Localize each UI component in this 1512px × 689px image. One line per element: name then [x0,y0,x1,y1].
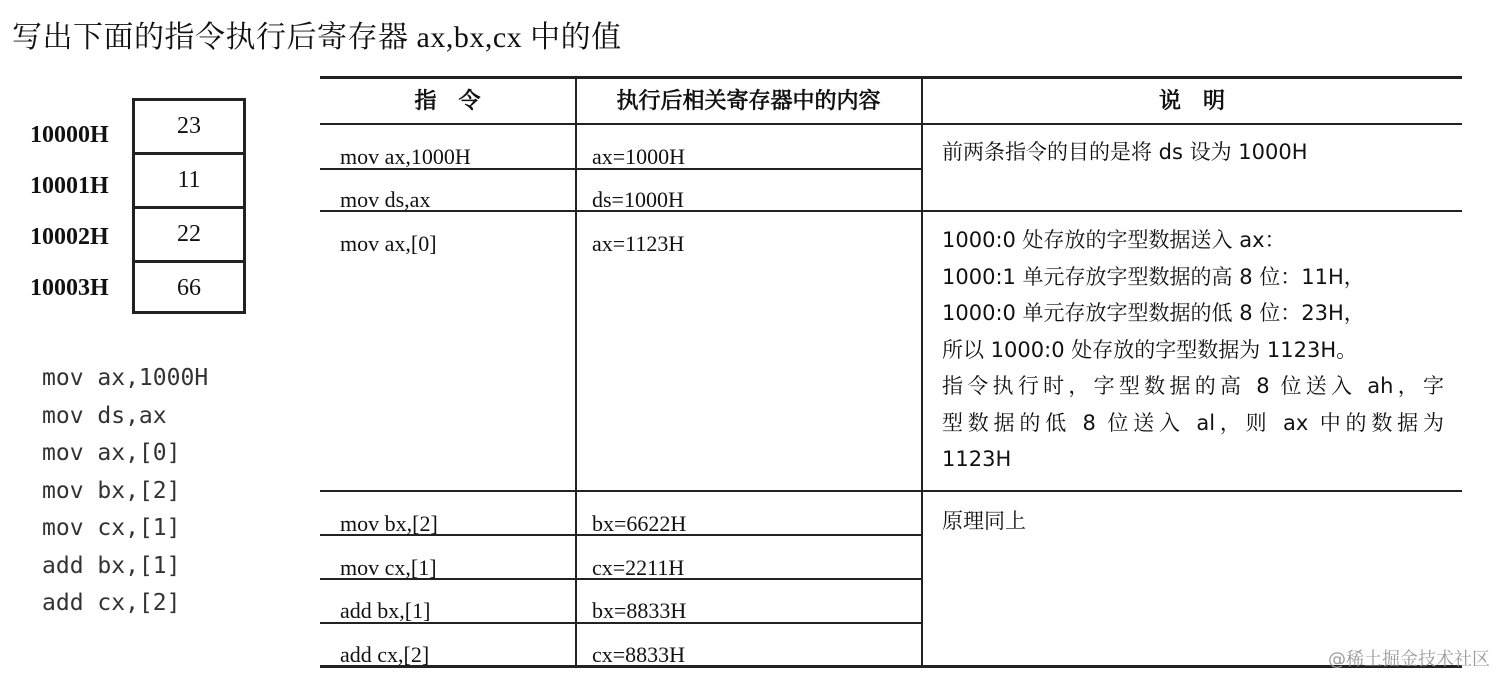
explanation-line: 1000:1 单元存放字型数据的高 8 位：11H， [942,264,1365,289]
memory-address: 10003H [30,275,109,301]
memory-address: 10000H [30,122,109,148]
header-instruction: 指 令 [414,89,481,114]
instruction-cell: mov ax,1000H [340,144,471,169]
explanation-line: 1000:0 单元存放字型数据的低 8 位：23H， [942,301,1365,325]
register-cell: bx=8833H [592,598,687,623]
explanation-line: 型数据的低 8 位送入 al，则 ax 中的数据为 [942,410,1444,435]
memory-value: 22 [177,221,201,247]
explanation-cell [942,222,1444,478]
table-row-rule [320,490,1462,492]
watermark: @稀土掘金技术社区 [1328,649,1490,670]
instruction-cell: add cx,[2] [340,642,430,667]
memory-value: 11 [177,167,201,193]
memory-address: 10002H [30,224,109,250]
code-line: mov ax,1000H [42,365,209,391]
explanation-cell: 前两条指令的目的是将 ds 设为 1000H [942,140,1308,164]
code-line: add cx,[2] [42,590,181,616]
memory-value: 23 [177,113,201,139]
instruction-cell: mov bx,[2] [340,511,438,536]
instruction-cell: mov ax,[0] [340,231,437,256]
instruction-table [320,76,1462,668]
code-line: mov cx,[1] [42,515,181,541]
code-listing [42,360,208,623]
table-column-rule [921,76,923,668]
code-line: mov ds,ax [42,402,167,429]
register-cell: ax=1000H [592,144,686,169]
explanation-cell: 原理同上 [942,509,1026,533]
table-column-rule [575,76,577,668]
register-cell: ax=1123H [592,231,685,256]
register-cell: bx=6622H [592,511,687,536]
table-header-rule [320,123,1462,125]
page-title: 写出下面的指令执行后寄存器 ax,bx,cx 中的值 [12,21,622,54]
table-row-rule [320,210,1462,212]
header-register-content: 执行后相关寄存器中的内容 [616,89,881,114]
instruction-cell: add bx,[1] [340,598,431,623]
code-line: mov ax,[0] [42,440,181,466]
register-cell: cx=8833H [592,642,686,667]
explanation-line: 1000:0 处存放的字型数据送入 ax： [942,228,1286,252]
memory-value: 66 [177,275,201,301]
table-bottom-rule [320,665,1462,668]
register-cell: ds=1000H [592,187,684,212]
explanation-line: 所以 1000:0 处存放的字型数据为 1123H。 [942,337,1358,362]
code-line: mov bx,[2] [42,477,181,504]
memory-address: 10001H [30,173,109,199]
explanation-line: 指令执行时，字型数据的高 8 位送入 ah，字 [942,374,1444,398]
register-cell: cx=2211H [592,555,685,580]
header-explanation: 说 明 [1158,89,1225,114]
table-top-rule [320,76,1462,79]
code-line: add bx,[1] [42,552,181,579]
instruction-cell: mov ds,ax [340,187,431,212]
memory-cells [132,98,246,314]
explanation-line: 1123H [942,447,1012,471]
instruction-cell: mov cx,[1] [340,555,437,580]
